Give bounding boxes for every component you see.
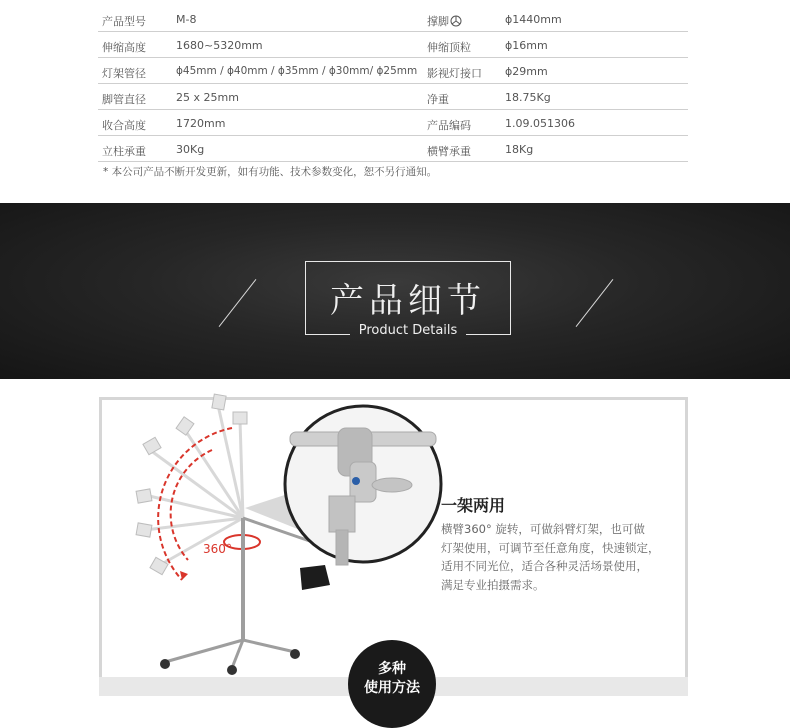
spec-label: 撑脚 bbox=[427, 13, 462, 29]
badge-line: 使用方法 bbox=[364, 680, 420, 696]
spec-label: 产品型号 bbox=[102, 15, 146, 28]
spec-value: ϕ29mm bbox=[505, 65, 548, 78]
spec-label: 收合高度 bbox=[102, 119, 146, 132]
spec-value: ϕ16mm bbox=[505, 39, 548, 52]
spec-value: 1.09.051306 bbox=[505, 117, 575, 130]
spec-label: 灯架管径 bbox=[102, 67, 146, 80]
spec-label: 影视灯接口 bbox=[427, 67, 482, 80]
spec-label: 立柱承重 bbox=[102, 145, 146, 158]
spec-label: 脚管直径 bbox=[102, 93, 146, 106]
spec-value: 18.75Kg bbox=[505, 91, 551, 104]
spec-value: M-8 bbox=[176, 13, 197, 26]
badge-line: 多种 bbox=[378, 661, 406, 677]
section-title: 产品细节 bbox=[330, 281, 486, 321]
spec-value: 25 x 25mm bbox=[176, 91, 239, 104]
description-line: 横臂360° 旋转，可做斜臂灯架，也可做 bbox=[441, 522, 645, 536]
spec-label: 净重 bbox=[427, 93, 449, 106]
disclaimer-note: * 本公司产品不断开发更新，如有功能、技术参数变化，恕不另行通知。 bbox=[103, 166, 438, 178]
spec-value: ϕ45mm / ϕ40mm / ϕ35mm / ϕ30mm/ ϕ25mm bbox=[176, 65, 418, 77]
spec-label: 横臂承重 bbox=[427, 145, 471, 158]
description-line: 灯架使用，可调节至任意角度，快速锁定， bbox=[441, 540, 660, 555]
section-subtitle: Product Details bbox=[358, 323, 458, 338]
spec-label: 产品编码 bbox=[427, 119, 471, 132]
spec-value: 1680~5320mm bbox=[176, 39, 263, 52]
spec-label: 伸缩高度 bbox=[102, 41, 146, 54]
description-line: 满足专业拍摄需求。 bbox=[441, 577, 545, 592]
feature-description bbox=[441, 520, 660, 594]
spec-value: 1720mm bbox=[176, 117, 226, 130]
usage-badge bbox=[348, 640, 436, 728]
feature-heading: 一架两用 bbox=[441, 496, 506, 515]
spec-value: 30Kg bbox=[176, 143, 205, 156]
spec-value: ϕ1440mm bbox=[505, 13, 562, 26]
angle-label: 360° bbox=[203, 542, 232, 556]
description-line: 适用不同光位，适合各种灵活场景使用， bbox=[441, 559, 648, 573]
spec-label: 伸缩顶粒 bbox=[427, 41, 471, 54]
spec-value: 18Kg bbox=[505, 143, 534, 156]
